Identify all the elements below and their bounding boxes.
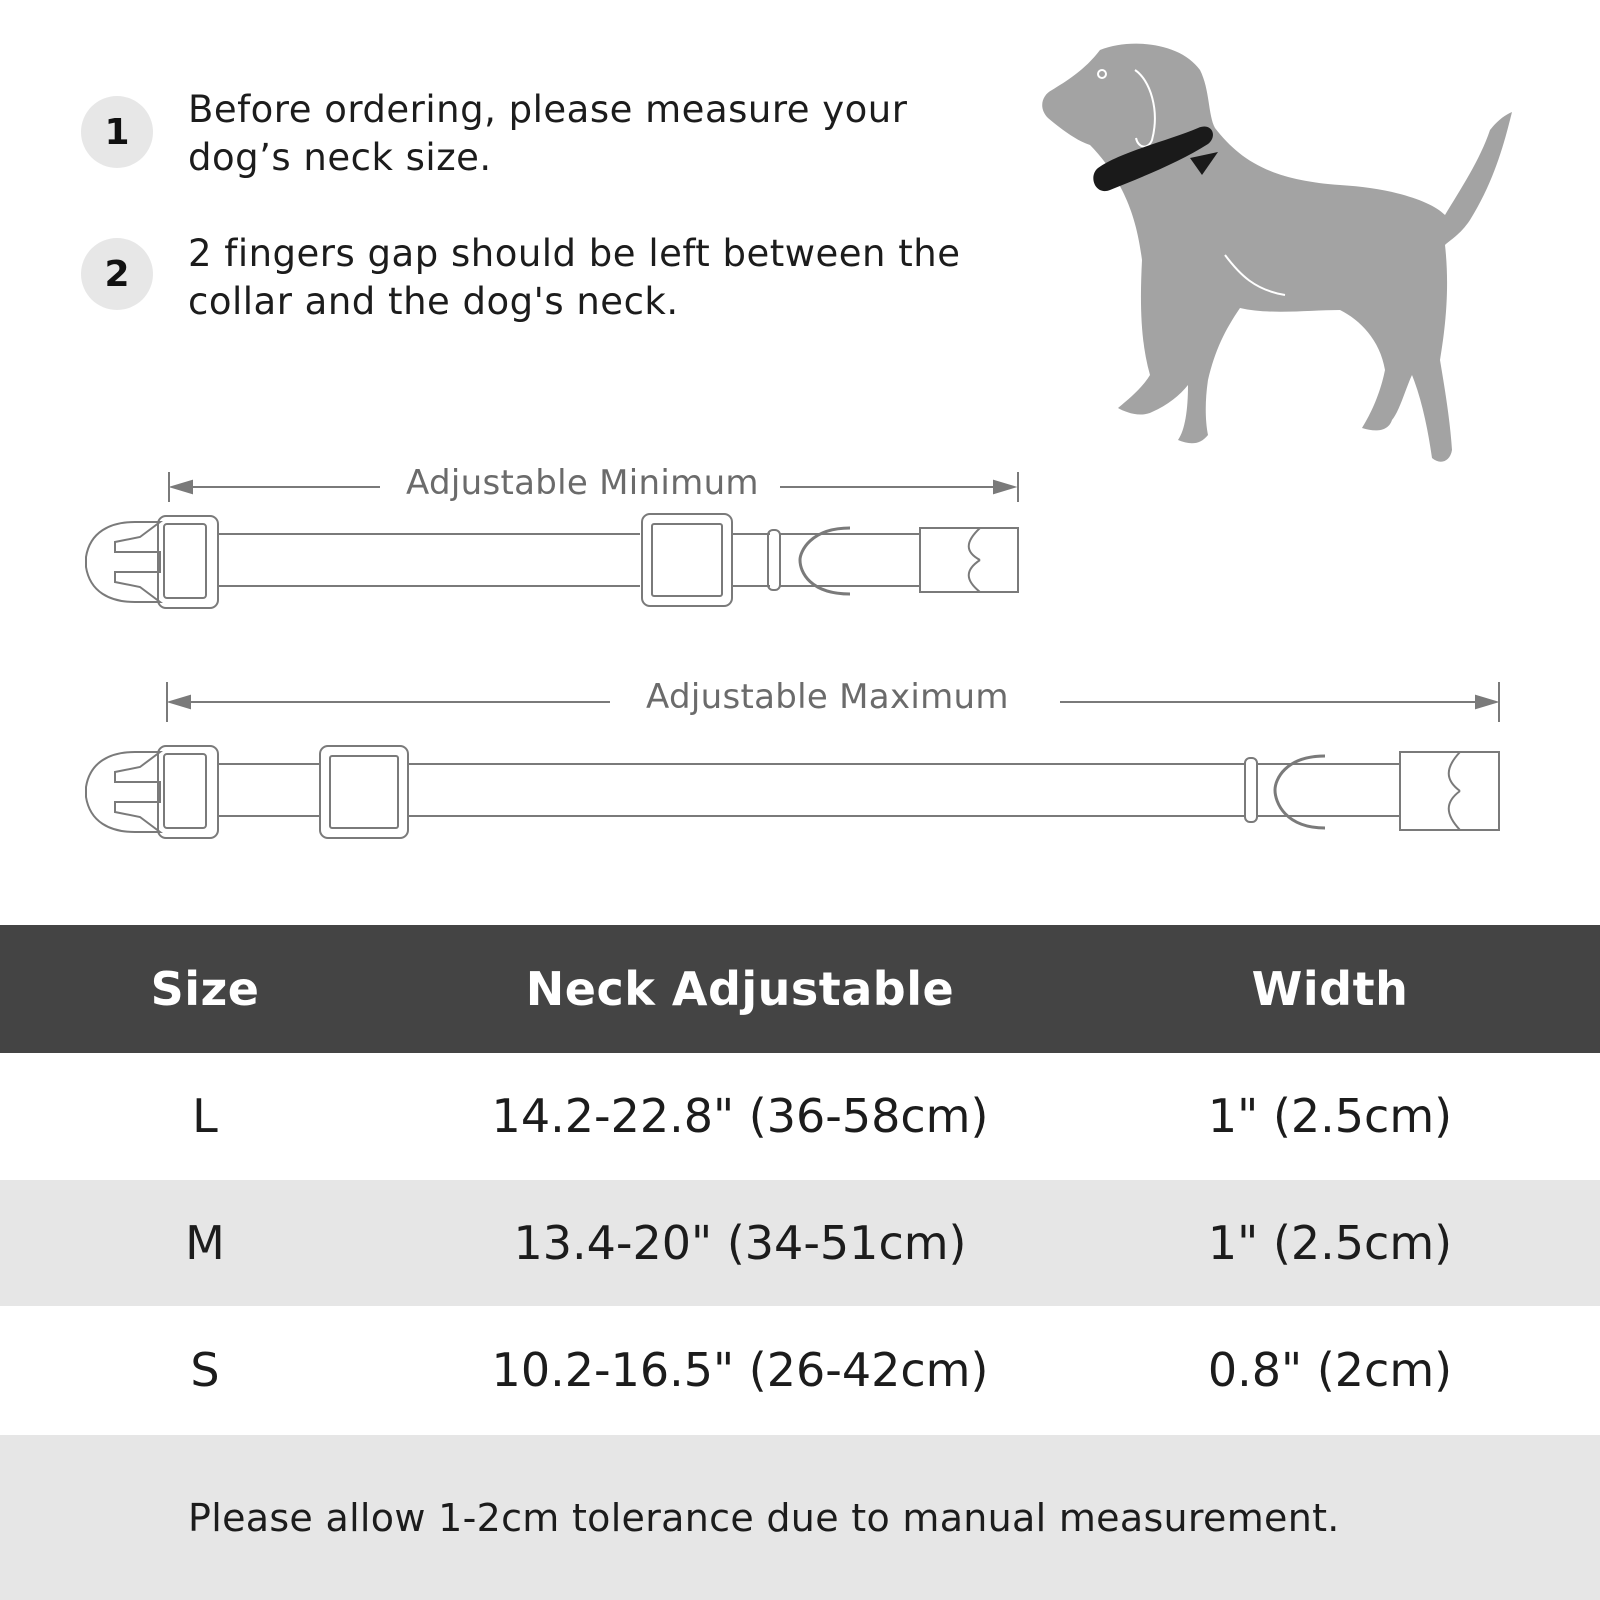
max-arrowhead-right [1476,696,1496,708]
cell-neck: 13.4-20" (34-51cm) [513,1216,967,1270]
max-slider-inner [330,756,398,828]
cell-size: M [185,1216,225,1270]
min-arrowhead-left [172,481,192,493]
max-release-buckle [86,752,160,832]
min-buckle-female [920,528,1018,592]
cell-size: S [190,1343,220,1397]
min-loop [768,530,780,590]
max-buckle-female [1400,752,1499,830]
tolerance-note-bar [0,1435,1600,1600]
max-arrowhead-left [170,696,190,708]
max-buckle-frame [158,746,218,838]
min-d-ring [800,528,850,594]
min-release-buckle [86,522,160,602]
max-slider-outer [320,746,408,838]
table-row-l [0,1053,1600,1179]
cell-neck: 14.2-22.8" (36-58cm) [491,1089,989,1143]
step-2-text: 2 fingers gap should be left between the collar and the dog's neck. [188,232,961,323]
min-buckle-frame [158,516,218,608]
cell-neck: 10.2-16.5" (26-42cm) [491,1343,989,1397]
dog-illustration [1040,40,1540,480]
header-neck-adjustable: Neck Adjustable [525,962,955,1016]
tolerance-note: Please allow 1-2cm tolerance due to manual measurement. [188,1495,1340,1540]
step-1-number: 1 [81,96,153,168]
adjustable-maximum-label: Adjustable Maximum [630,677,1025,717]
cell-width: 1" (2.5cm) [1207,1216,1453,1270]
min-buckle-window [164,524,206,598]
cell-width: 0.8" (2cm) [1207,1343,1453,1397]
min-slider-outer [642,514,732,606]
cell-width: 1" (2.5cm) [1207,1089,1453,1143]
dog-silhouette [1042,44,1512,462]
cell-size: L [192,1089,218,1143]
max-loop [1245,758,1257,822]
header-width: Width [1251,962,1409,1016]
header-size: Size [150,962,260,1016]
step-1-text: Before ordering, please measure your dog’s neck size. [188,88,908,179]
min-slider-inner [652,524,722,596]
table-row-s [0,1307,1600,1433]
max-buckle-window [164,754,206,828]
adjustable-minimum-label: Adjustable Minimum [390,463,775,503]
size-table-header [0,925,1600,1053]
table-row-m [0,1180,1600,1306]
min-arrowhead-right [994,481,1014,493]
max-d-ring [1275,756,1325,828]
step-2-number: 2 [81,238,153,310]
